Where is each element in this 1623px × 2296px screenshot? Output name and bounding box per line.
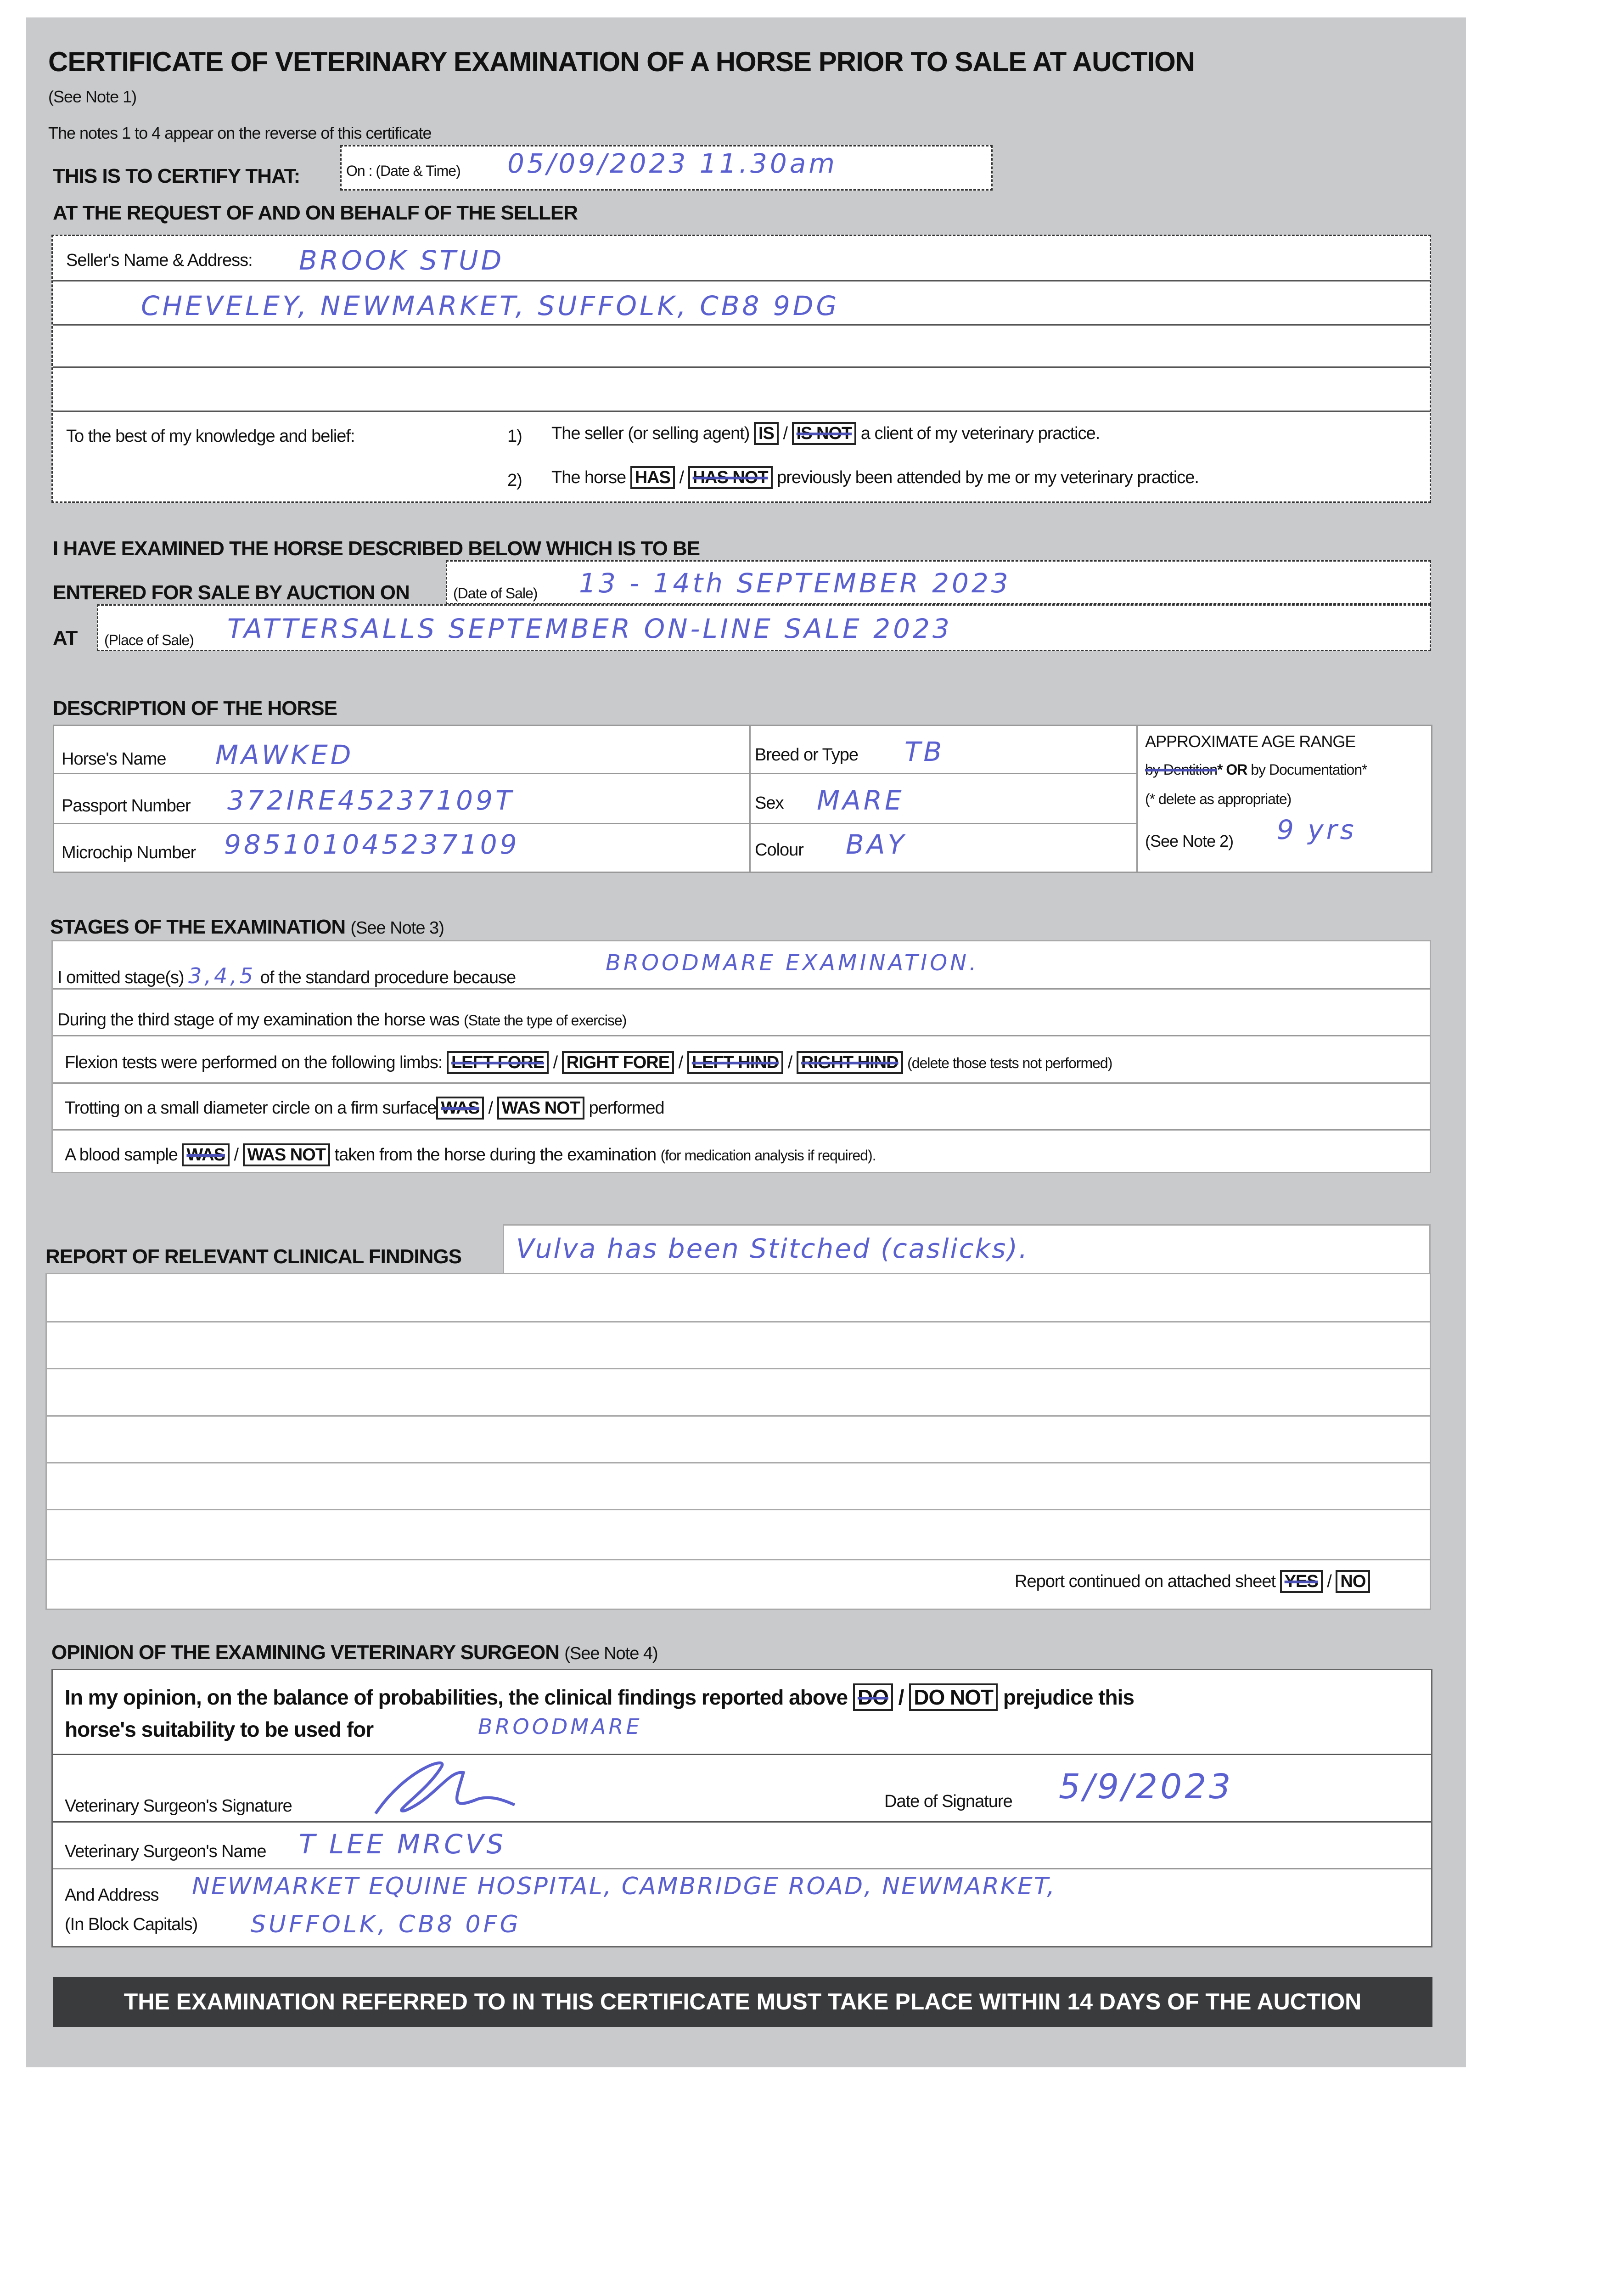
opinion-statement: In my opinion, on the balance of probabilities, the clinical findings reported above DO / DO NOT prejudice this: [65, 1685, 1134, 1710]
seller-name[interactable]: BROOK STUD: [299, 245, 505, 276]
stages-box: [51, 940, 1431, 1173]
passport-label: Passport Number: [62, 796, 191, 816]
age-title: APPROXIMATE AGE RANGE: [1145, 732, 1356, 751]
seller-box: [51, 235, 1431, 503]
report-continued-line: Report continued on attached sheet YES / NO: [1015, 1572, 1370, 1592]
request-heading: AT THE REQUEST OF AND ON BEHALF OF THE SELLER: [53, 202, 578, 224]
report-text: Vulva has been Stitched (caslicks).: [516, 1233, 1029, 1264]
deadline-banner: THE EXAMINATION REFERRED TO IN THIS CERTIFICATE MUST TAKE PLACE WITHIN 14 DAYS OF THE AUCTION: [53, 1977, 1432, 2027]
right-hind-option[interactable]: RIGHT HIND: [797, 1051, 903, 1074]
examined-heading: I HAVE EXAMINED THE HORSE DESCRIBED BELOW WHICH IS TO BE: [53, 537, 700, 560]
date-time-label: On : (Date & Time): [346, 163, 461, 179]
horse-attended-statement: The horse HAS / HAS NOT previously been attended by me or my veterinary practice.: [551, 468, 1199, 488]
do-not-option[interactable]: DO NOT: [909, 1683, 998, 1711]
date-time-field[interactable]: [340, 145, 993, 191]
trotting-line: Trotting on a small diameter circle on a firm surface WAS / WAS NOT performed: [65, 1098, 664, 1118]
do-option[interactable]: DO: [853, 1683, 893, 1711]
seller-address[interactable]: CHEVELEY, NEWMARKET, SUFFOLK, CB8 9DG: [141, 290, 840, 321]
microchip-label: Microchip Number: [62, 843, 196, 862]
see-note-1: (See Note 1): [48, 87, 137, 106]
by-documentation-option[interactable]: by Documentation*: [1251, 761, 1367, 778]
colour-label: Colour: [755, 840, 803, 860]
at-label: AT: [53, 627, 78, 649]
item-1: 1): [507, 427, 522, 446]
continued-no-option[interactable]: NO: [1336, 1570, 1370, 1593]
opinion-box: [51, 1669, 1432, 1947]
breed-label: Breed or Type: [755, 745, 859, 765]
seller-label: Seller's Name & Address:: [66, 251, 253, 270]
report-first-line[interactable]: [503, 1224, 1431, 1274]
block-capitals-note: (In Block Capitals): [65, 1915, 198, 1934]
report-box[interactable]: [45, 1273, 1431, 1610]
place-of-sale-field[interactable]: [97, 604, 1431, 651]
flexion-line: Flexion tests were performed on the following limbs: LEFT FORE / RIGHT FORE / LEFT HIND / RIGHT HIND (delete those tests not performed): [65, 1053, 1112, 1073]
seller-client-statement: The seller (or selling agent) IS / IS NOT a client of my veterinary practice.: [551, 424, 1100, 444]
by-dentition-option[interactable]: by Dentition: [1145, 761, 1217, 778]
vet-name-value[interactable]: T LEE MRCVS: [299, 1829, 506, 1860]
date-of-sale-value: 13 - 14th SEPTEMBER 2023: [579, 568, 1011, 599]
is-option[interactable]: IS: [754, 422, 779, 445]
place-of-sale-label: (Place of Sale): [104, 632, 194, 648]
vet-address-line1[interactable]: NEWMARKET EQUINE HOSPITAL, CAMBRIDGE ROAD, NEWMARKET,: [192, 1873, 1056, 1900]
report-heading: REPORT OF RELEVANT CLINICAL FINDINGS: [45, 1245, 461, 1268]
trot-was-option[interactable]: WAS: [436, 1097, 484, 1120]
breed-value[interactable]: TB: [904, 736, 945, 767]
certify-label: THIS IS TO CERTIFY THAT:: [53, 165, 300, 187]
intended-use-value[interactable]: BROODMARE: [478, 1714, 642, 1739]
passport-value[interactable]: 372IRE45237109T: [227, 785, 515, 816]
left-hind-option[interactable]: LEFT HIND: [687, 1051, 783, 1074]
description-heading: DESCRIPTION OF THE HORSE: [53, 697, 337, 720]
vet-address-label: And Address: [65, 1885, 159, 1905]
notes-line: The notes 1 to 4 appear on the reverse of this certificate: [48, 124, 432, 142]
age-method: by Dentition* OR by Documentation*: [1145, 761, 1367, 778]
left-fore-option[interactable]: LEFT FORE: [447, 1051, 549, 1074]
opinion-statement-2: horse's suitability to be used for: [65, 1717, 374, 1741]
place-of-sale-value: TATTERSALLS SEPTEMBER ON-LINE SALE 2023: [227, 613, 952, 644]
date-of-sale-field[interactable]: [446, 560, 1431, 604]
third-stage-line: During the third stage of my examination the horse was (State the type of exercise): [57, 1010, 627, 1030]
colour-value[interactable]: BAY: [846, 829, 907, 860]
has-not-option[interactable]: HAS NOT: [688, 466, 773, 489]
omit-reason-value[interactable]: BROODMARE EXAMINATION.: [606, 950, 979, 976]
omitted-stages-value[interactable]: 3,4,5: [188, 963, 256, 988]
is-not-option[interactable]: IS NOT: [792, 422, 857, 445]
signature-label: Veterinary Surgeon's Signature: [65, 1796, 292, 1816]
sex-label: Sex: [755, 793, 784, 813]
microchip-value[interactable]: 985101045237109: [224, 829, 520, 860]
blood-was-option[interactable]: WAS: [182, 1143, 230, 1166]
certificate-title: CERTIFICATE OF VETERINARY EXAMINATION OF A HORSE PRIOR TO SALE AT AUCTION: [48, 46, 1195, 77]
horse-name-value[interactable]: MAWKED: [215, 739, 354, 771]
date-of-sale-label: (Date of Sale): [453, 585, 538, 602]
right-fore-option[interactable]: RIGHT FORE: [562, 1051, 674, 1074]
omitted-stages-line: I omitted stage(s) 3,4,5 of the standard procedure because: [57, 963, 516, 988]
entered-heading: ENTERED FOR SALE BY AUCTION ON: [53, 581, 410, 604]
continued-yes-option[interactable]: YES: [1280, 1570, 1323, 1593]
signature-date-value[interactable]: 5/9/2023: [1059, 1767, 1234, 1806]
sex-value[interactable]: MARE: [817, 785, 904, 816]
has-option[interactable]: HAS: [630, 466, 675, 489]
age-see-note: (See Note 2): [1145, 832, 1234, 850]
belief-label: To the best of my knowledge and belief:: [66, 427, 355, 446]
stages-heading: STAGES OF THE EXAMINATION (See Note 3): [50, 916, 444, 938]
vet-address-line2[interactable]: SUFFOLK, CB8 0FG: [251, 1911, 521, 1938]
description-table: [53, 725, 1432, 873]
age-delete-note: (* delete as appropriate): [1145, 791, 1292, 807]
signature-date-label: Date of Signature: [884, 1792, 1012, 1811]
date-time-value: 05/09/2023 11.30am: [507, 148, 837, 179]
trot-was-not-option[interactable]: WAS NOT: [497, 1097, 584, 1120]
blood-was-not-option[interactable]: WAS NOT: [243, 1143, 330, 1166]
item-2: 2): [507, 471, 522, 490]
blood-sample-line: A blood sample WAS / WAS NOT taken from the horse during the examination (for medication analysis if required).: [65, 1145, 876, 1165]
horse-name-label: Horse's Name: [62, 749, 166, 769]
vet-name-label: Veterinary Surgeon's Name: [65, 1842, 266, 1861]
signature-image: [361, 1755, 522, 1825]
opinion-heading: OPINION OF THE EXAMINING VETERINARY SURGEON (See Note 4): [51, 1641, 658, 1664]
age-value[interactable]: 9 yrs: [1277, 814, 1357, 845]
